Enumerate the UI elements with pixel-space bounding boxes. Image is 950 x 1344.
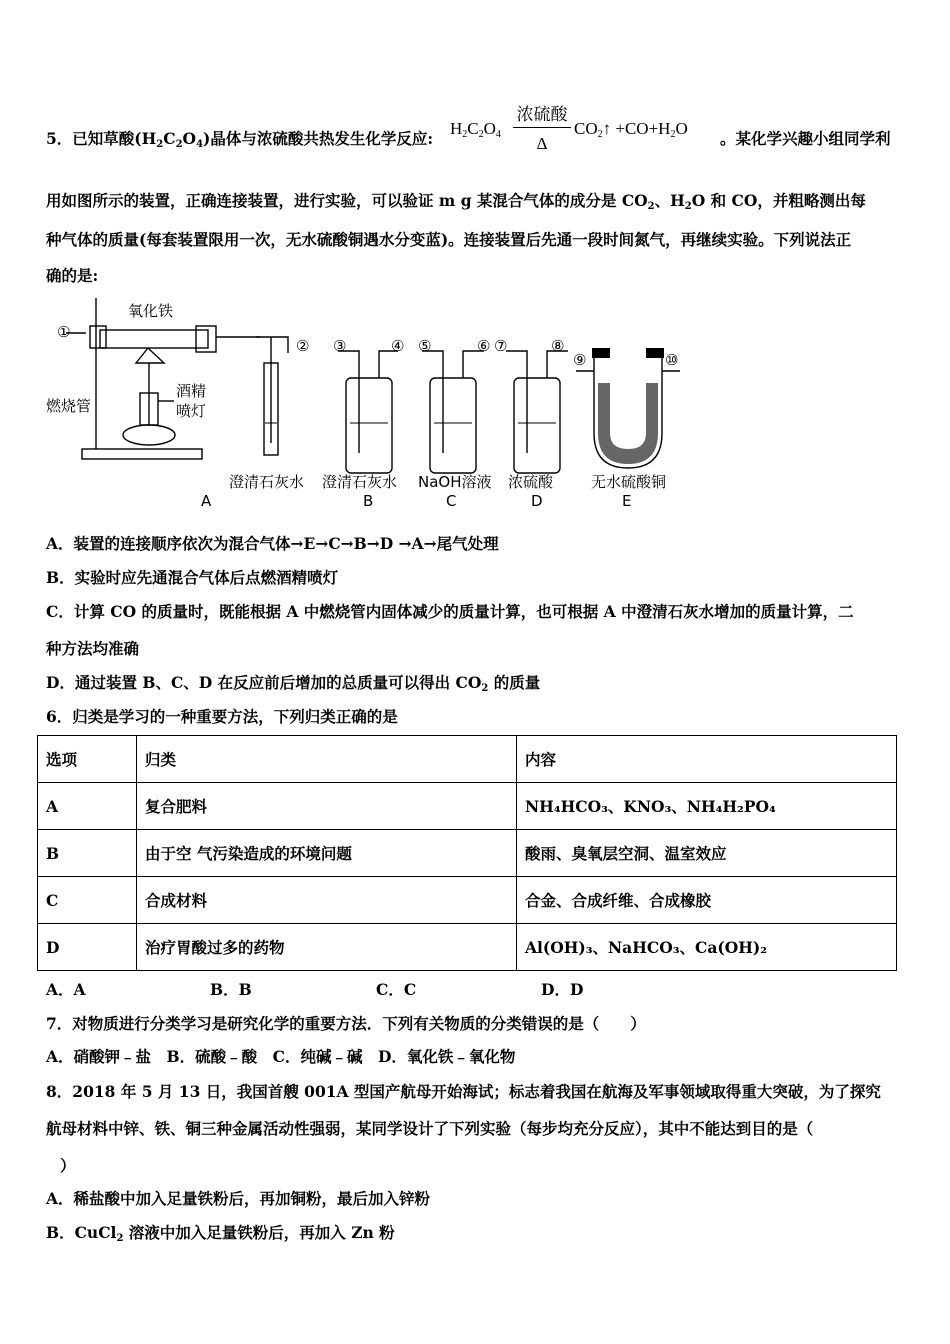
q8-option-a: A．稀盐酸中加入足量铁粉后，再加铜粉，最后加入锌粉 [46,1189,431,1208]
apparatus-diagram [46,293,696,511]
bottle-b [346,378,392,473]
q5-stem-end: 。某化学兴趣小组同学利 [720,129,891,148]
table-header-cell: 归类 [137,736,517,783]
reagent-e-label: 无水硫酸铜 [591,473,667,491]
eq-co2: CO [574,119,598,138]
q5-stem-line3: 种气体的质量(每套装置限用一次，无水硫酸铜遇水分变蓝)。连接装置后先通一段时间氮气，再继续实验。下列说法正 [46,230,852,249]
combustion-tube-label: 燃烧管 [46,397,92,415]
port-10-label: ⑩ [665,351,679,369]
q5-stem-after-formula: )晶体与浓硫酸共热发生化学反应: [203,129,434,148]
q6-option-a: A．A [46,980,86,999]
eq-o: O [483,119,496,138]
table-cell: NH₄HCO₃、KNO₃、NH₄H₂PO₄ [517,783,897,830]
table-header-cell: 内容 [517,736,897,783]
text: D．通过装置 B、C、D 在反应前后增加的总质量可以得出 CO [46,673,482,692]
spray-lamp-label-1: 酒精 [176,382,207,400]
q7-options: A．硝酸钾﹣盐 B．硫酸﹣酸 C．纯碱﹣碱 D．氧化铁﹣氧化物 [46,1047,516,1066]
table-row [38,783,897,830]
q8-option-b [46,1221,395,1244]
sub: 2 [597,129,603,140]
q5-equation-products [574,119,688,140]
table-cell: 酸雨、臭氧层空洞、温室效应 [517,830,897,877]
q5-equation-reactant [450,119,501,140]
sub: 2 [684,201,692,212]
sub: 2 [462,129,468,140]
q5-option-c-line1: C．计算 CO 的质量时，既能根据 A 中燃烧管内固体减少的质量计算，也可根据 A 中澄清石灰水增加的质量计算，二 [46,602,854,621]
port-4-label: ④ [391,337,405,355]
sub: 4 [495,129,501,140]
eq-o2: O [675,119,688,138]
q5-equation-condition-bottom: Δ [536,134,548,153]
q5-formula-c: C [163,129,176,148]
q5-option-b: B．实验时应先通混合气体后点燃酒精喷灯 [46,568,339,587]
port-1-label: ① [57,323,71,341]
text: 溶液中加入足量铁粉后，再加入 Zn 粉 [123,1223,395,1242]
flame [136,348,164,363]
port-9-label: ⑨ [573,351,587,369]
q5-option-d [46,671,540,694]
combustion-tube [100,330,208,348]
port-3-label: ③ [333,337,347,355]
q8-stem-line1: 8．2018 年 5 月 13 日，我国首艘 001A 型国产航母开始海试；标志着我国在航海及军事领域取得重大突破，为了探究 [46,1082,881,1101]
clamp [90,326,106,348]
text: B．CuCl [46,1223,117,1242]
port-7-label: ⑦ [494,337,508,355]
q5-stem-line4: 确的是: [46,266,99,285]
sub: 2 [175,139,183,150]
table-cell: C [38,877,137,924]
sub: 2 [481,683,489,694]
q5-option-c-line2: 种方法均准确 [46,639,140,658]
bottle-c-tubes [422,351,484,453]
q5-formula-o: O [182,129,197,148]
q5-equation-arrow-line [513,127,571,128]
tube-connector-a [256,337,288,353]
table-cell: 复合肥料 [137,783,517,830]
bottle-d-tubes [506,351,568,453]
table-header-cell: 选项 [38,736,137,783]
table-header-row [38,736,897,783]
bottle-c [430,378,476,473]
reagent-a-label: 澄清石灰水 [229,473,305,491]
q5-equation-condition-top: 浓硫酸 [516,105,568,124]
port-6-label: ⑥ [477,337,491,355]
eq-c: C [467,119,479,138]
sub: 4 [196,139,204,150]
q7-stem: 7．对物质进行分类学习是研究化学的重要方法．下列有关物质的分类错误的是（ ） [46,1014,646,1033]
reagent-d-label: 浓硫酸 [508,473,554,491]
q6-option-c: C．C [376,980,417,999]
table-cell: 合金、合成纤维、合成橡胶 [517,877,897,924]
copper-sulfate-fill [598,383,658,464]
iron-oxide-label: 氧化铁 [128,302,174,320]
lamp-base [123,425,175,445]
sub: 2 [156,139,164,150]
spray-lamp-label-2: 喷灯 [176,402,207,420]
q6-table [37,735,897,971]
device-letter-a: A [201,492,212,510]
table-cell: D [38,924,137,971]
stand-base [82,449,202,459]
bottle-d [514,378,560,473]
device-letter-e: E [622,492,632,510]
table-cell: 由于空 气污染造成的环境问题 [137,830,517,877]
q5-stem-line1 [46,127,433,150]
table-cell: B [38,830,137,877]
stopper-9 [592,348,610,358]
port-8-label: ⑧ [551,337,565,355]
bottle-b-tubes [338,351,398,453]
stopper-10 [646,348,664,358]
table-cell: 合成材料 [137,877,517,924]
sub: 2 [647,201,655,212]
device-letter-b: B [363,492,374,510]
text: 、H [654,191,685,210]
q6-stem: 6．归类是学习的一种重要方法，下列归类正确的是 [46,707,398,726]
table-cell: Al(OH)₃、NaHCO₃、Ca(OH)₂ [517,924,897,971]
q6-option-d: D．D [541,980,584,999]
eq-h: H [450,119,463,138]
table-row [38,830,897,877]
port-5-label: ⑤ [418,337,432,355]
device-letter-d: D [531,492,543,510]
table-row [38,924,897,971]
sub: 2 [478,129,484,140]
sub: 2 [670,129,676,140]
eq-rest: ↑ +CO+H [602,119,671,138]
sub: 2 [116,1233,124,1244]
device-letter-c: C [446,492,457,510]
table-cell: A [38,783,137,830]
table-row [38,877,897,924]
q6-option-b: B．B [210,980,252,999]
text: 的质量 [488,673,541,692]
q8-stem-line2: 航母材料中锌、铁、铜三种金属活动性强弱，某同学设计了下列实验（每步均充分反应），其中不能达到目的是（ [46,1119,814,1138]
table-cell: 治疗胃酸过多的药物 [137,924,517,971]
text: O 和 CO，并粗略测出每 [691,191,866,210]
text: 用如图所示的装置，正确连接装置，进行实验，可以验证 m g 某混合气体的成分是 CO [46,191,648,210]
q5-stem-line2 [46,189,866,212]
q8-stem-line3: ） [60,1156,76,1175]
port-2-label: ② [296,337,310,355]
reagent-b-label: 澄清石灰水 [322,473,398,491]
q5-stem-start: 5．已知草酸(H [46,129,157,148]
q5-option-a: A．装置的连接顺序依次为混合气体→E→C→B→D →A→尾气处理 [46,534,499,553]
reagent-c-label: NaOH溶液 [418,473,492,491]
